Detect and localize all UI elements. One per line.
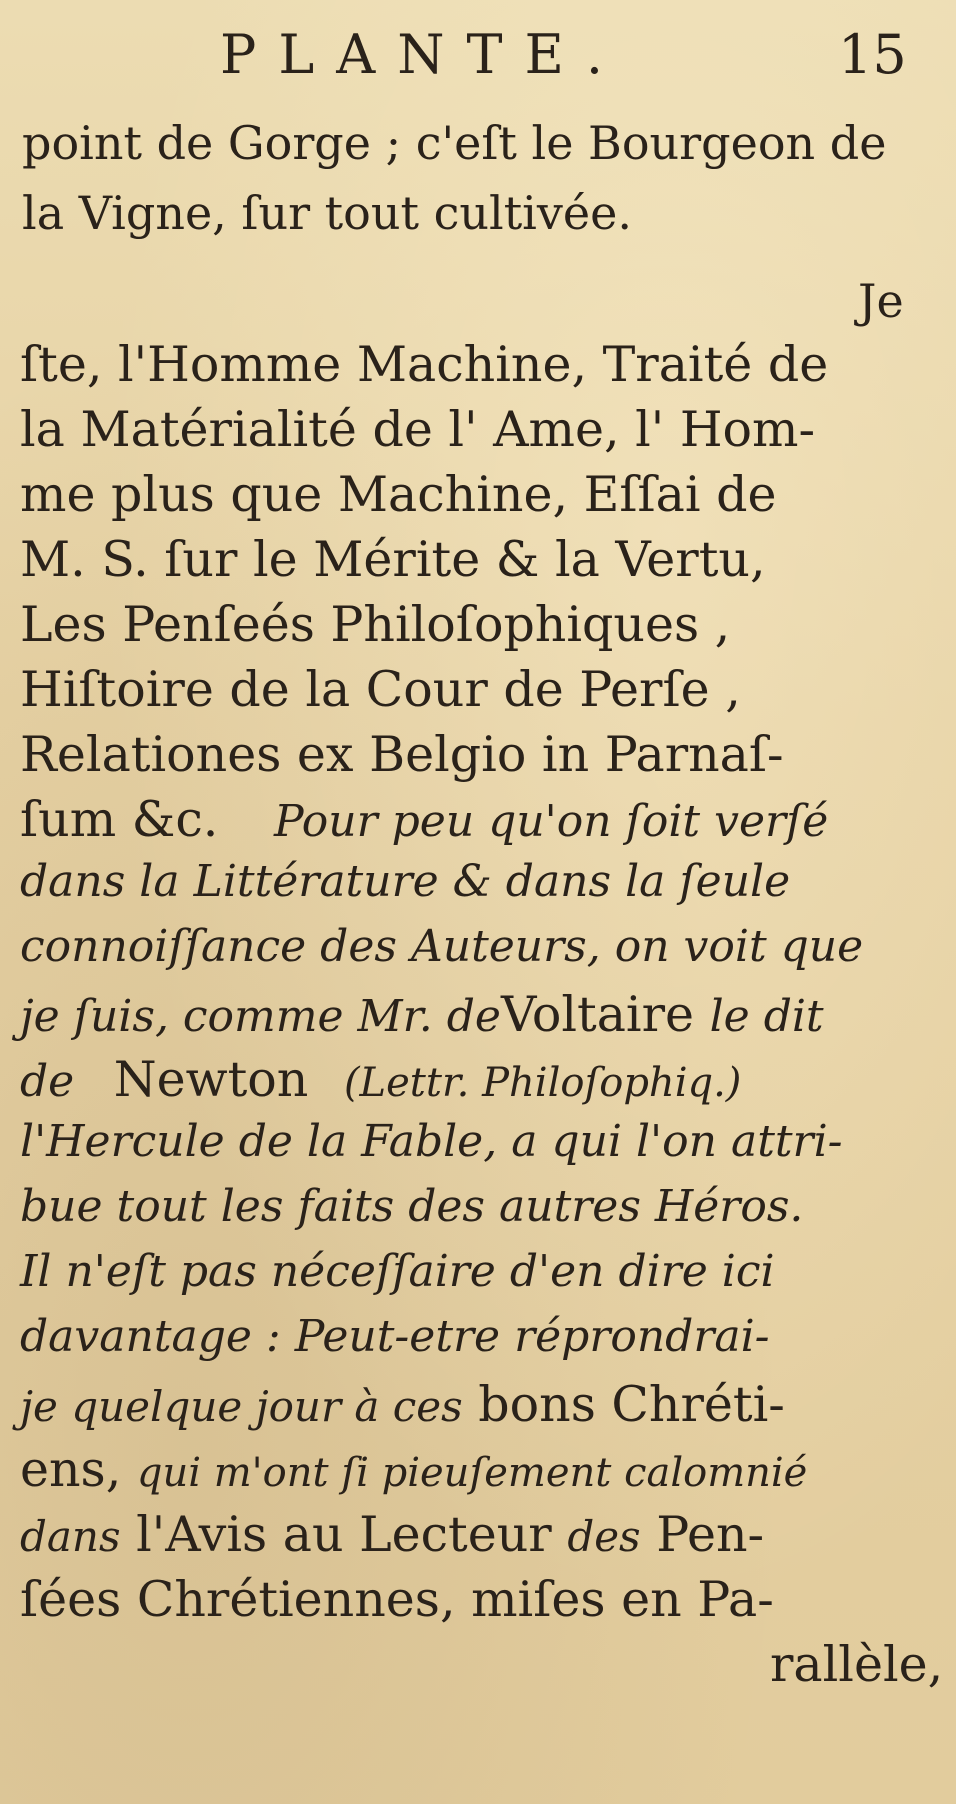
footnote-line <box>20 1441 808 1498</box>
footnote-line: connoiſſance des Auteurs, on voit que <box>20 921 864 972</box>
text-line: point de Gorge ; c'eſt le Bourgeon de <box>22 116 887 170</box>
footnote-fragment: des <box>567 1512 641 1561</box>
page-number: 15 <box>838 23 907 86</box>
footnote-line <box>20 1376 785 1433</box>
footnote-fragment: dans <box>20 1512 121 1561</box>
footnote-line: dans la Littérature & dans la ſeule <box>20 856 791 907</box>
footnote-line: M. S. ſur le Mérite & la Vertu, <box>20 531 766 588</box>
footnote-line: Il n'eſt pas néceſſaire d'en dire ici <box>20 1246 775 1297</box>
footnote-line: Relationes ex Belgio in Parnaſ- <box>20 726 784 783</box>
footnote-line: ſte, l'Homme Machine, Traité de <box>20 336 829 393</box>
footnote-line: l'Hercule de la Fable, a qui l'on attri- <box>20 1116 843 1167</box>
footnote-fragment: Pour peu qu'on ſoit verſé <box>273 796 829 847</box>
footnote-line <box>20 1051 742 1108</box>
footnote-fragment: le dit <box>709 991 824 1042</box>
footnote-fragment: ens, <box>20 1441 122 1498</box>
footnote-fragment: l'Avis au Lecteur <box>136 1506 552 1563</box>
footnote-line: davantage : Peut-etre réprondrai- <box>20 1311 770 1362</box>
footnote-fragment: Pen- <box>656 1506 765 1563</box>
footnote-line: Hiſtoire de la Cour de Perſe , <box>20 661 741 718</box>
footnote-fragment: je ſuis, comme Mr. de <box>20 991 501 1042</box>
footnote-line <box>20 791 829 848</box>
footnote-line: Les Penſeés Philoſophiques , <box>20 596 731 653</box>
footnote-line: la Matérialité de l' Ame, l' Hom- <box>20 401 816 458</box>
footnote-fragment: Newton <box>113 1051 309 1108</box>
running-head: PLANTE. <box>220 23 626 86</box>
footnote-fragment: (Lettr. Philoſophiq.) <box>343 1060 742 1106</box>
text-line: la Vigne, ſur tout cultivée. <box>22 186 632 240</box>
footnote-fragment: bons Chréti- <box>478 1376 785 1433</box>
footnote-line: me plus que Machine, Eſſai de <box>20 466 777 523</box>
footnote-line <box>20 1506 765 1563</box>
footnote-fragment: qui m'ont ſi pieuſement calomnié <box>136 1450 808 1496</box>
catchword: Je <box>858 274 904 328</box>
footnote-fragment: Voltaire <box>500 986 695 1043</box>
footnote-line: rallèle, <box>770 1636 944 1693</box>
footnote-line: ſées Chrétiennes, miſes en Pa- <box>20 1571 774 1628</box>
footnote-line: bue tout les faits des autres Héros. <box>20 1181 804 1232</box>
footnote-line <box>20 986 824 1043</box>
footnote-fragment: ſum &c. <box>20 791 219 848</box>
footnote-fragment: je quelque jour à ces <box>20 1382 463 1431</box>
footnote-fragment: de <box>20 1056 75 1107</box>
